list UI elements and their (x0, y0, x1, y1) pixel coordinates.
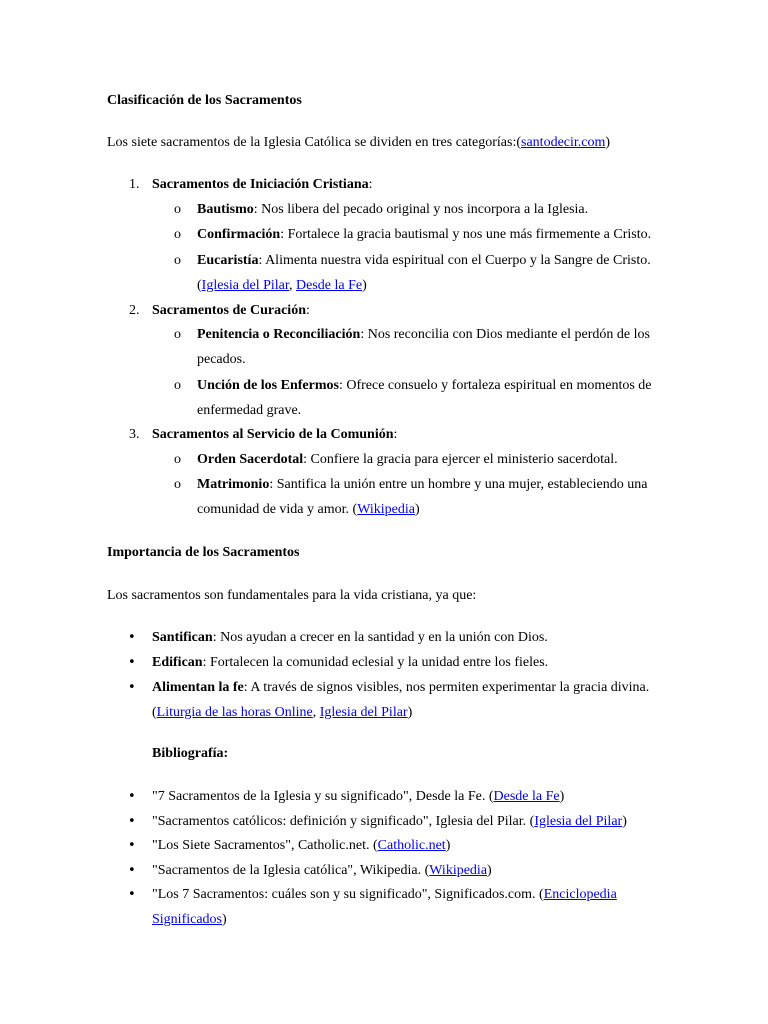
item-term: Edifican (152, 655, 203, 670)
category-suffix: : (306, 303, 310, 318)
bullet-marker: • (128, 789, 136, 804)
bibliography-item (128, 809, 668, 834)
list-marker: o (174, 378, 181, 393)
item-desc: : Nos libera del pecado original y nos incorpora a la Iglesia. (253, 202, 589, 217)
list-number: 1. (129, 177, 140, 192)
list-marker: o (174, 253, 181, 268)
link-iglesia-del-pilar-2[interactable]: Iglesia del Pilar (319, 705, 408, 720)
intro-close: ) (605, 135, 611, 150)
sub-item-orden-sacerdotal (174, 447, 654, 472)
bib-close: ) (559, 789, 565, 804)
link-desde-la-fe-bib[interactable]: Desde la Fe (493, 789, 560, 804)
list-marker: o (174, 327, 181, 342)
list-marker: o (174, 452, 181, 467)
intro-paragraph (107, 130, 667, 155)
list-number: 2. (129, 303, 140, 318)
cite-close: ) (407, 705, 413, 720)
link-wikipedia[interactable]: Wikipedia (357, 502, 415, 517)
list-marker: o (174, 227, 181, 242)
item-term: Unción de los Enfermos (197, 378, 339, 393)
sub-item-confirmacion (174, 222, 654, 247)
bullet-marker: • (128, 630, 136, 645)
item-desc: : Alimenta nuestra vida espiritual con el Cuerpo y la Sangre de Cristo. (258, 253, 651, 268)
item-term: Santifican (152, 630, 213, 645)
list-marker: o (174, 202, 181, 217)
bullet-marker: • (128, 814, 136, 829)
item-desc: : Nos reconcilia con Dios mediante el perdón de los pecados. (197, 327, 650, 367)
link-enciclopedia-significados[interactable]: Enciclopedia Significados (152, 887, 617, 927)
category-suffix: : (368, 177, 373, 192)
item-desc: : Fortalecen la comunidad eclesial y la unidad entre los fieles. (202, 655, 549, 670)
bib-text: "7 Sacramentos de la Iglesia y su significado", Desde la Fe. ( (152, 789, 494, 804)
bib-text: "Los 7 Sacramentos: cuáles son y su significado", Significados.com. ( (152, 887, 544, 902)
bullet-edifican (128, 650, 668, 675)
bib-text: "Sacramentos católicos: definición y significado", Iglesia del Pilar. ( (152, 814, 535, 829)
item-desc: : Fortalece la gracia bautismal y nos une más firmemente a Cristo. (280, 227, 652, 242)
category-title: Sacramentos de Iniciación Cristiana (152, 177, 369, 192)
bib-close: ) (622, 814, 627, 829)
sub-item-eucaristia (174, 248, 654, 298)
sub-item-bautismo (174, 197, 654, 222)
bibliography-item (128, 882, 668, 932)
link-iglesia-del-pilar[interactable]: Iglesia del Pilar (201, 278, 289, 293)
cite-open: ( (152, 705, 157, 720)
item-desc: : A través de signos visibles, nos permiten experimentar la gracia divina. (243, 680, 650, 695)
bullet-santifican (128, 625, 668, 650)
item-term: Penitencia o Reconciliación (197, 327, 361, 342)
cite-separator: , (312, 705, 320, 720)
cite-close: ) (414, 502, 420, 517)
item-term: Orden Sacerdotal (197, 452, 304, 467)
list-number: 3. (129, 427, 140, 442)
bib-close: ) (222, 912, 227, 927)
bibliography-item (128, 833, 668, 858)
bib-text: "Los Siete Sacramentos", Catholic.net. ( (152, 838, 378, 853)
intro-text: Los siete sacramentos de la Iglesia Católica se dividen en tres categorías:( (107, 135, 522, 150)
sub-item-matrimonio (174, 472, 654, 522)
bullet-marker: • (128, 863, 136, 878)
category-title: Sacramentos al Servicio de la Comunión (152, 427, 394, 442)
bullet-marker: • (128, 838, 136, 853)
category-suffix: : (393, 427, 398, 442)
list-item-category-3 (107, 422, 667, 447)
category-title: Sacramentos de Curación (152, 303, 306, 318)
list-item-category-1 (107, 172, 667, 197)
link-wikipedia-bib[interactable]: Wikipedia (429, 863, 488, 878)
link-desde-la-fe[interactable]: Desde la Fe (295, 278, 363, 293)
link-santodecir[interactable]: santodecir.com (521, 135, 606, 150)
bullet-alimentan (128, 675, 668, 725)
link-catholic-net[interactable]: Catholic.net (377, 838, 446, 853)
cite-open: ( (197, 278, 202, 293)
item-term: Eucaristía (197, 253, 259, 268)
bib-close: ) (487, 863, 492, 878)
cite-close: ) (362, 278, 367, 293)
item-term: Matrimonio (197, 477, 270, 492)
bullet-marker: • (128, 887, 136, 902)
link-liturgia-horas[interactable]: Liturgia de las horas Online (156, 705, 313, 720)
bibliography-title: Bibliografía: (152, 746, 229, 761)
item-desc: : Confiere la gracia para ejercer el ministerio sacerdotal. (303, 452, 618, 467)
item-desc: : Ofrece consuelo y fortaleza espiritual en momentos de enfermedad grave. (197, 378, 652, 418)
bullet-marker: • (128, 680, 136, 695)
bullet-marker: • (128, 655, 136, 670)
bibliography-item (128, 784, 668, 809)
cite-separator: , (288, 278, 296, 293)
item-term: Alimentan la fe (152, 680, 244, 695)
bib-close: ) (445, 838, 451, 853)
sub-item-uncion (174, 373, 654, 423)
importance-intro: Los sacramentos son fundamentales para la vida cristiana, ya que: (107, 588, 477, 603)
item-desc: : Nos ayudan a crecer en la santidad y en la unión con Dios. (212, 630, 548, 645)
sub-item-penitencia (174, 322, 654, 372)
bib-text: "Sacramentos de la Iglesia católica", Wikipedia. ( (152, 863, 430, 878)
item-desc: : Santifica la unión entre un hombre y una mujer, estableciendo una comunidad de vida y amor. ( (197, 477, 648, 517)
bibliography-item (128, 858, 668, 883)
item-term: Bautismo (197, 202, 254, 217)
list-item-category-2 (107, 298, 667, 323)
list-marker: o (174, 477, 181, 492)
link-iglesia-del-pilar-bib[interactable]: Iglesia del Pilar (534, 814, 623, 829)
section-title-classification: Clasificación de los Sacramentos (107, 93, 302, 108)
item-term: Confirmación (197, 227, 281, 242)
section-title-importance: Importancia de los Sacramentos (107, 545, 300, 560)
